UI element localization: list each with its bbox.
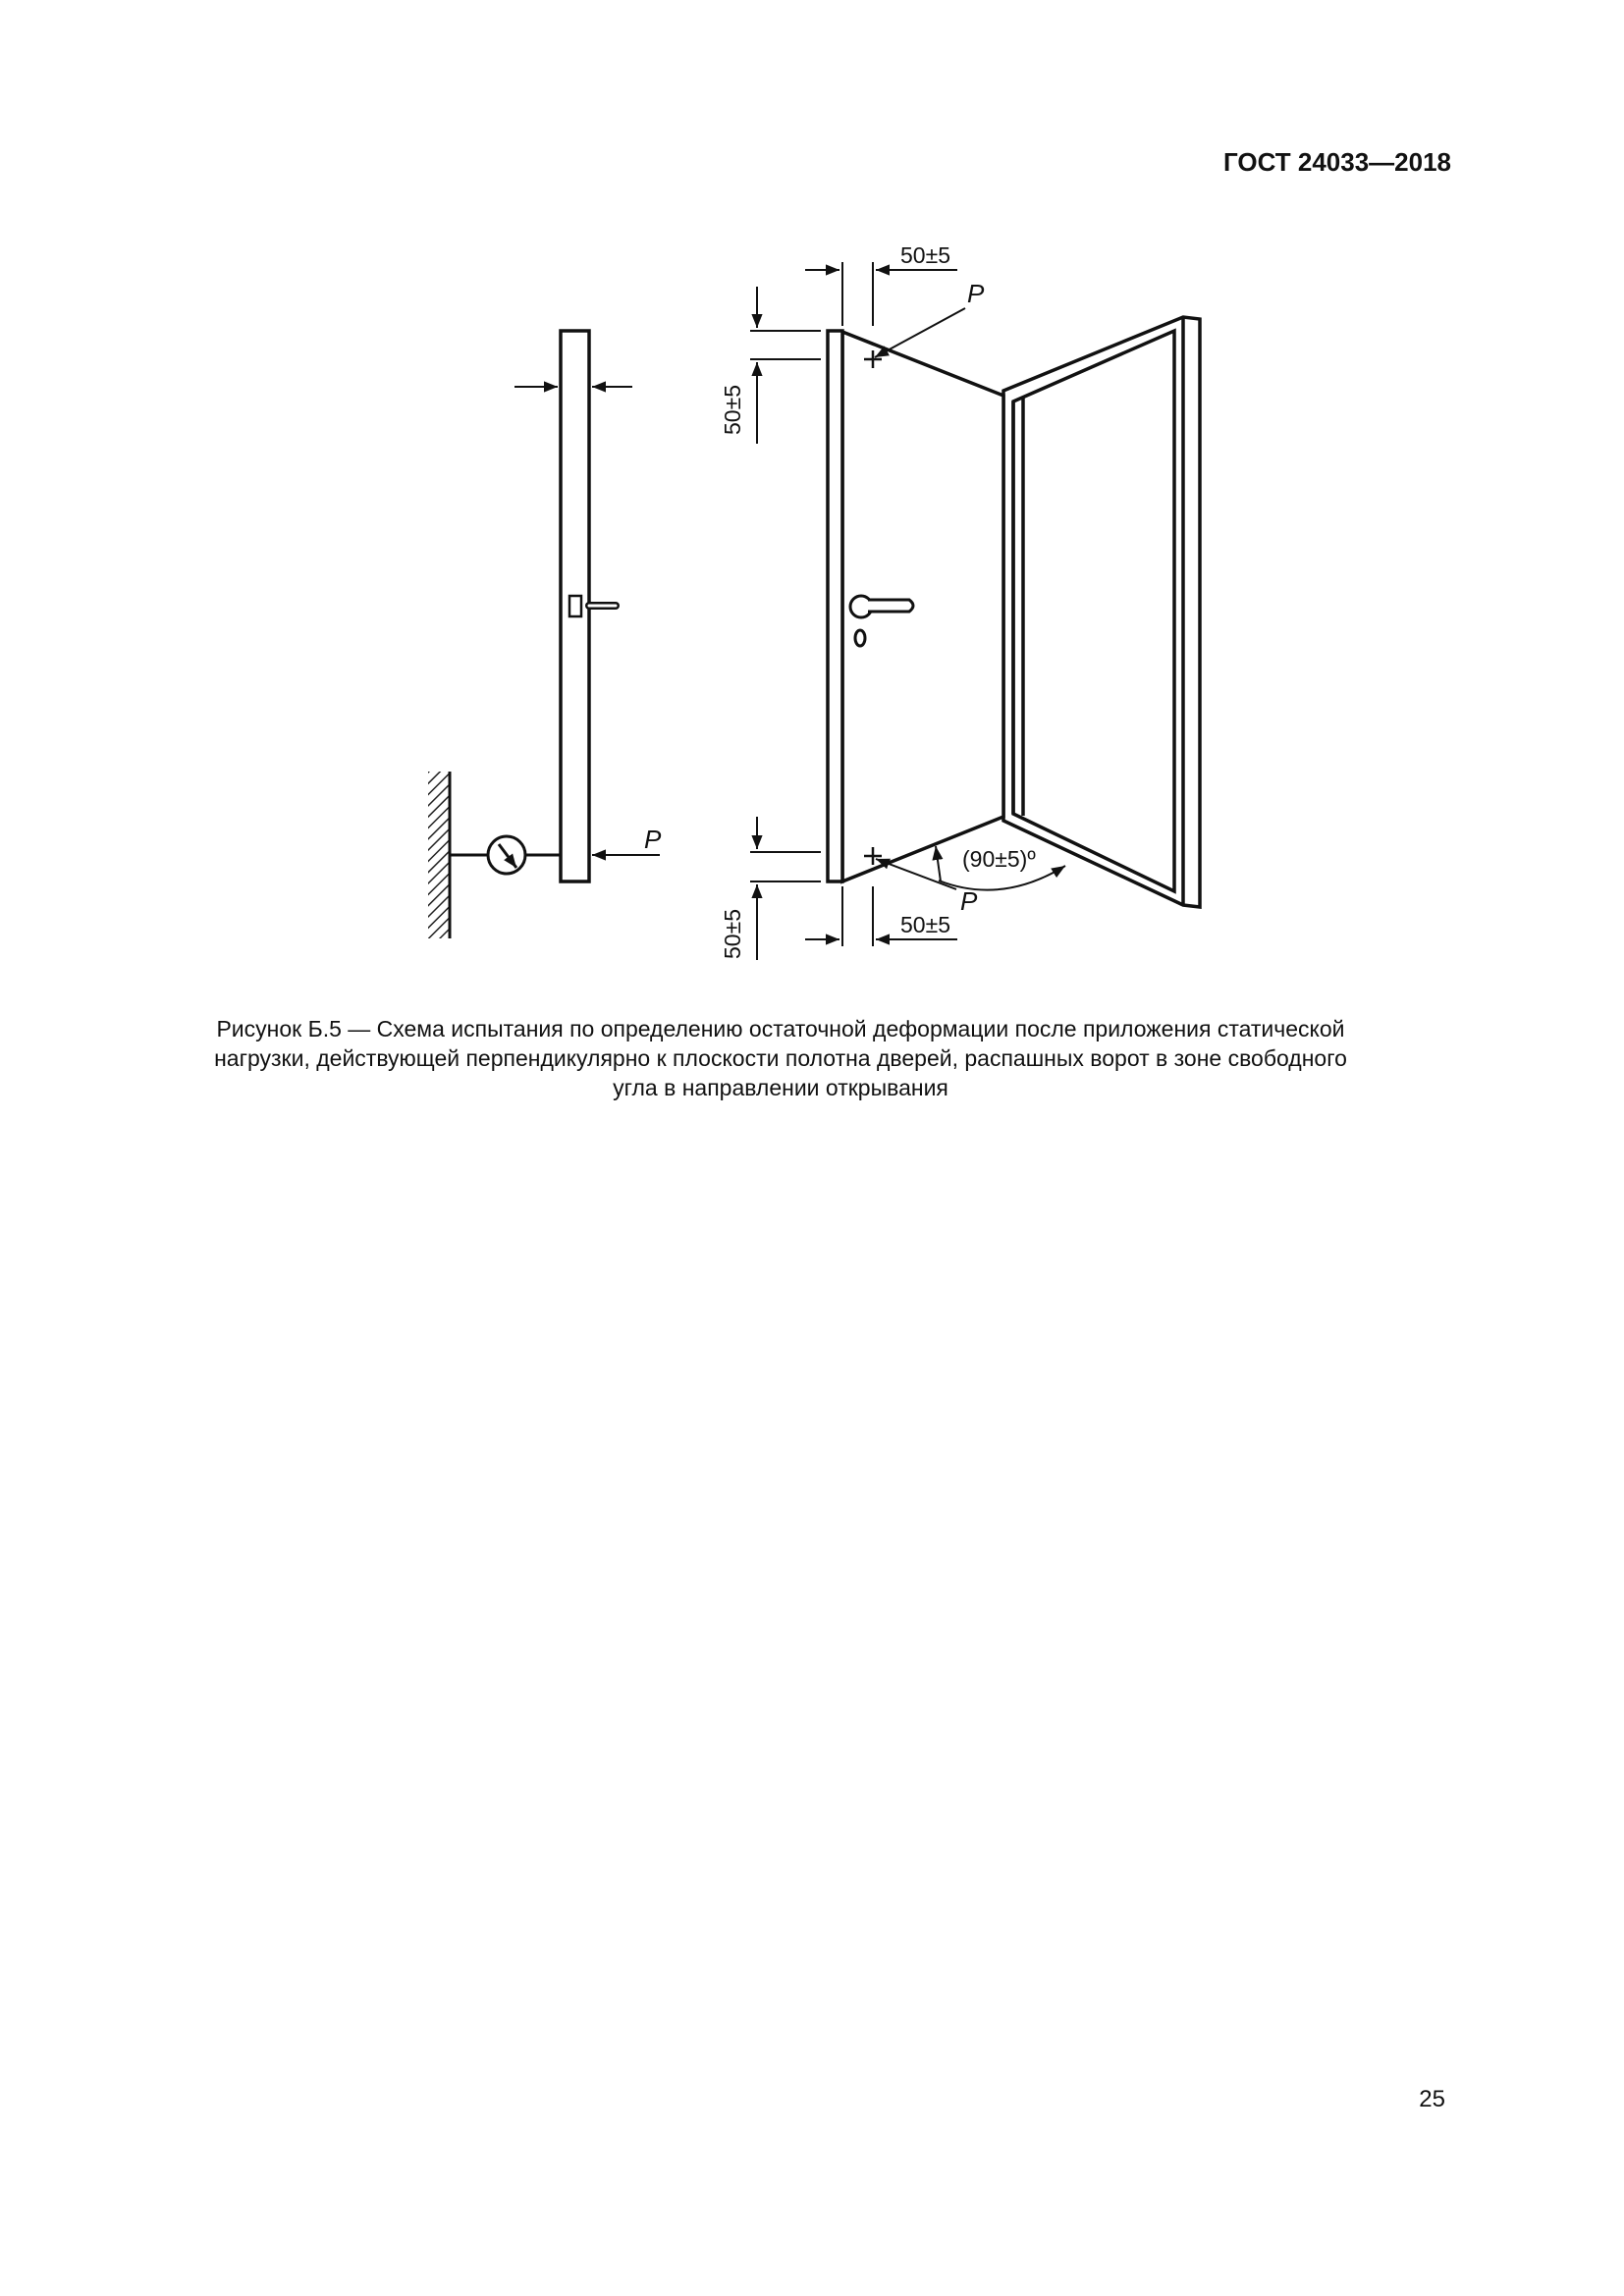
load-label-top: P — [967, 279, 985, 308]
page-number: 25 — [1419, 2086, 1445, 2112]
load-label-bottom: P — [960, 886, 978, 916]
dim-top-vertical: 50±5 — [720, 385, 745, 435]
caption-line-3: угла в направлении открывания — [613, 1075, 948, 1100]
load-label-side: P — [644, 825, 662, 854]
keyhole — [855, 630, 865, 646]
wall-hatch — [428, 772, 450, 938]
side-view — [428, 331, 660, 938]
handle-side — [569, 596, 581, 616]
document-code: ГОСТ 24033—2018 — [1223, 147, 1451, 177]
test-scheme-figure — [0, 0, 1624, 982]
dim-bottom-vertical: 50±5 — [720, 909, 745, 959]
angle-label: (90±5)º — [962, 846, 1036, 872]
figure-caption — [147, 1014, 1414, 1102]
dim-top-horizontal: 50±5 — [900, 242, 950, 268]
dim-bottom-horizontal: 50±5 — [900, 912, 950, 937]
door-frame — [1003, 317, 1200, 907]
caption-line-2: нагрузки, действующей перпендикулярно к плоскости полотна дверей, распашных ворот в зоне свободного — [214, 1045, 1347, 1071]
caption-line-1: Рисунок Б.5 — Схема испытания по определению остаточной деформации после приложения статической — [216, 1016, 1345, 1041]
